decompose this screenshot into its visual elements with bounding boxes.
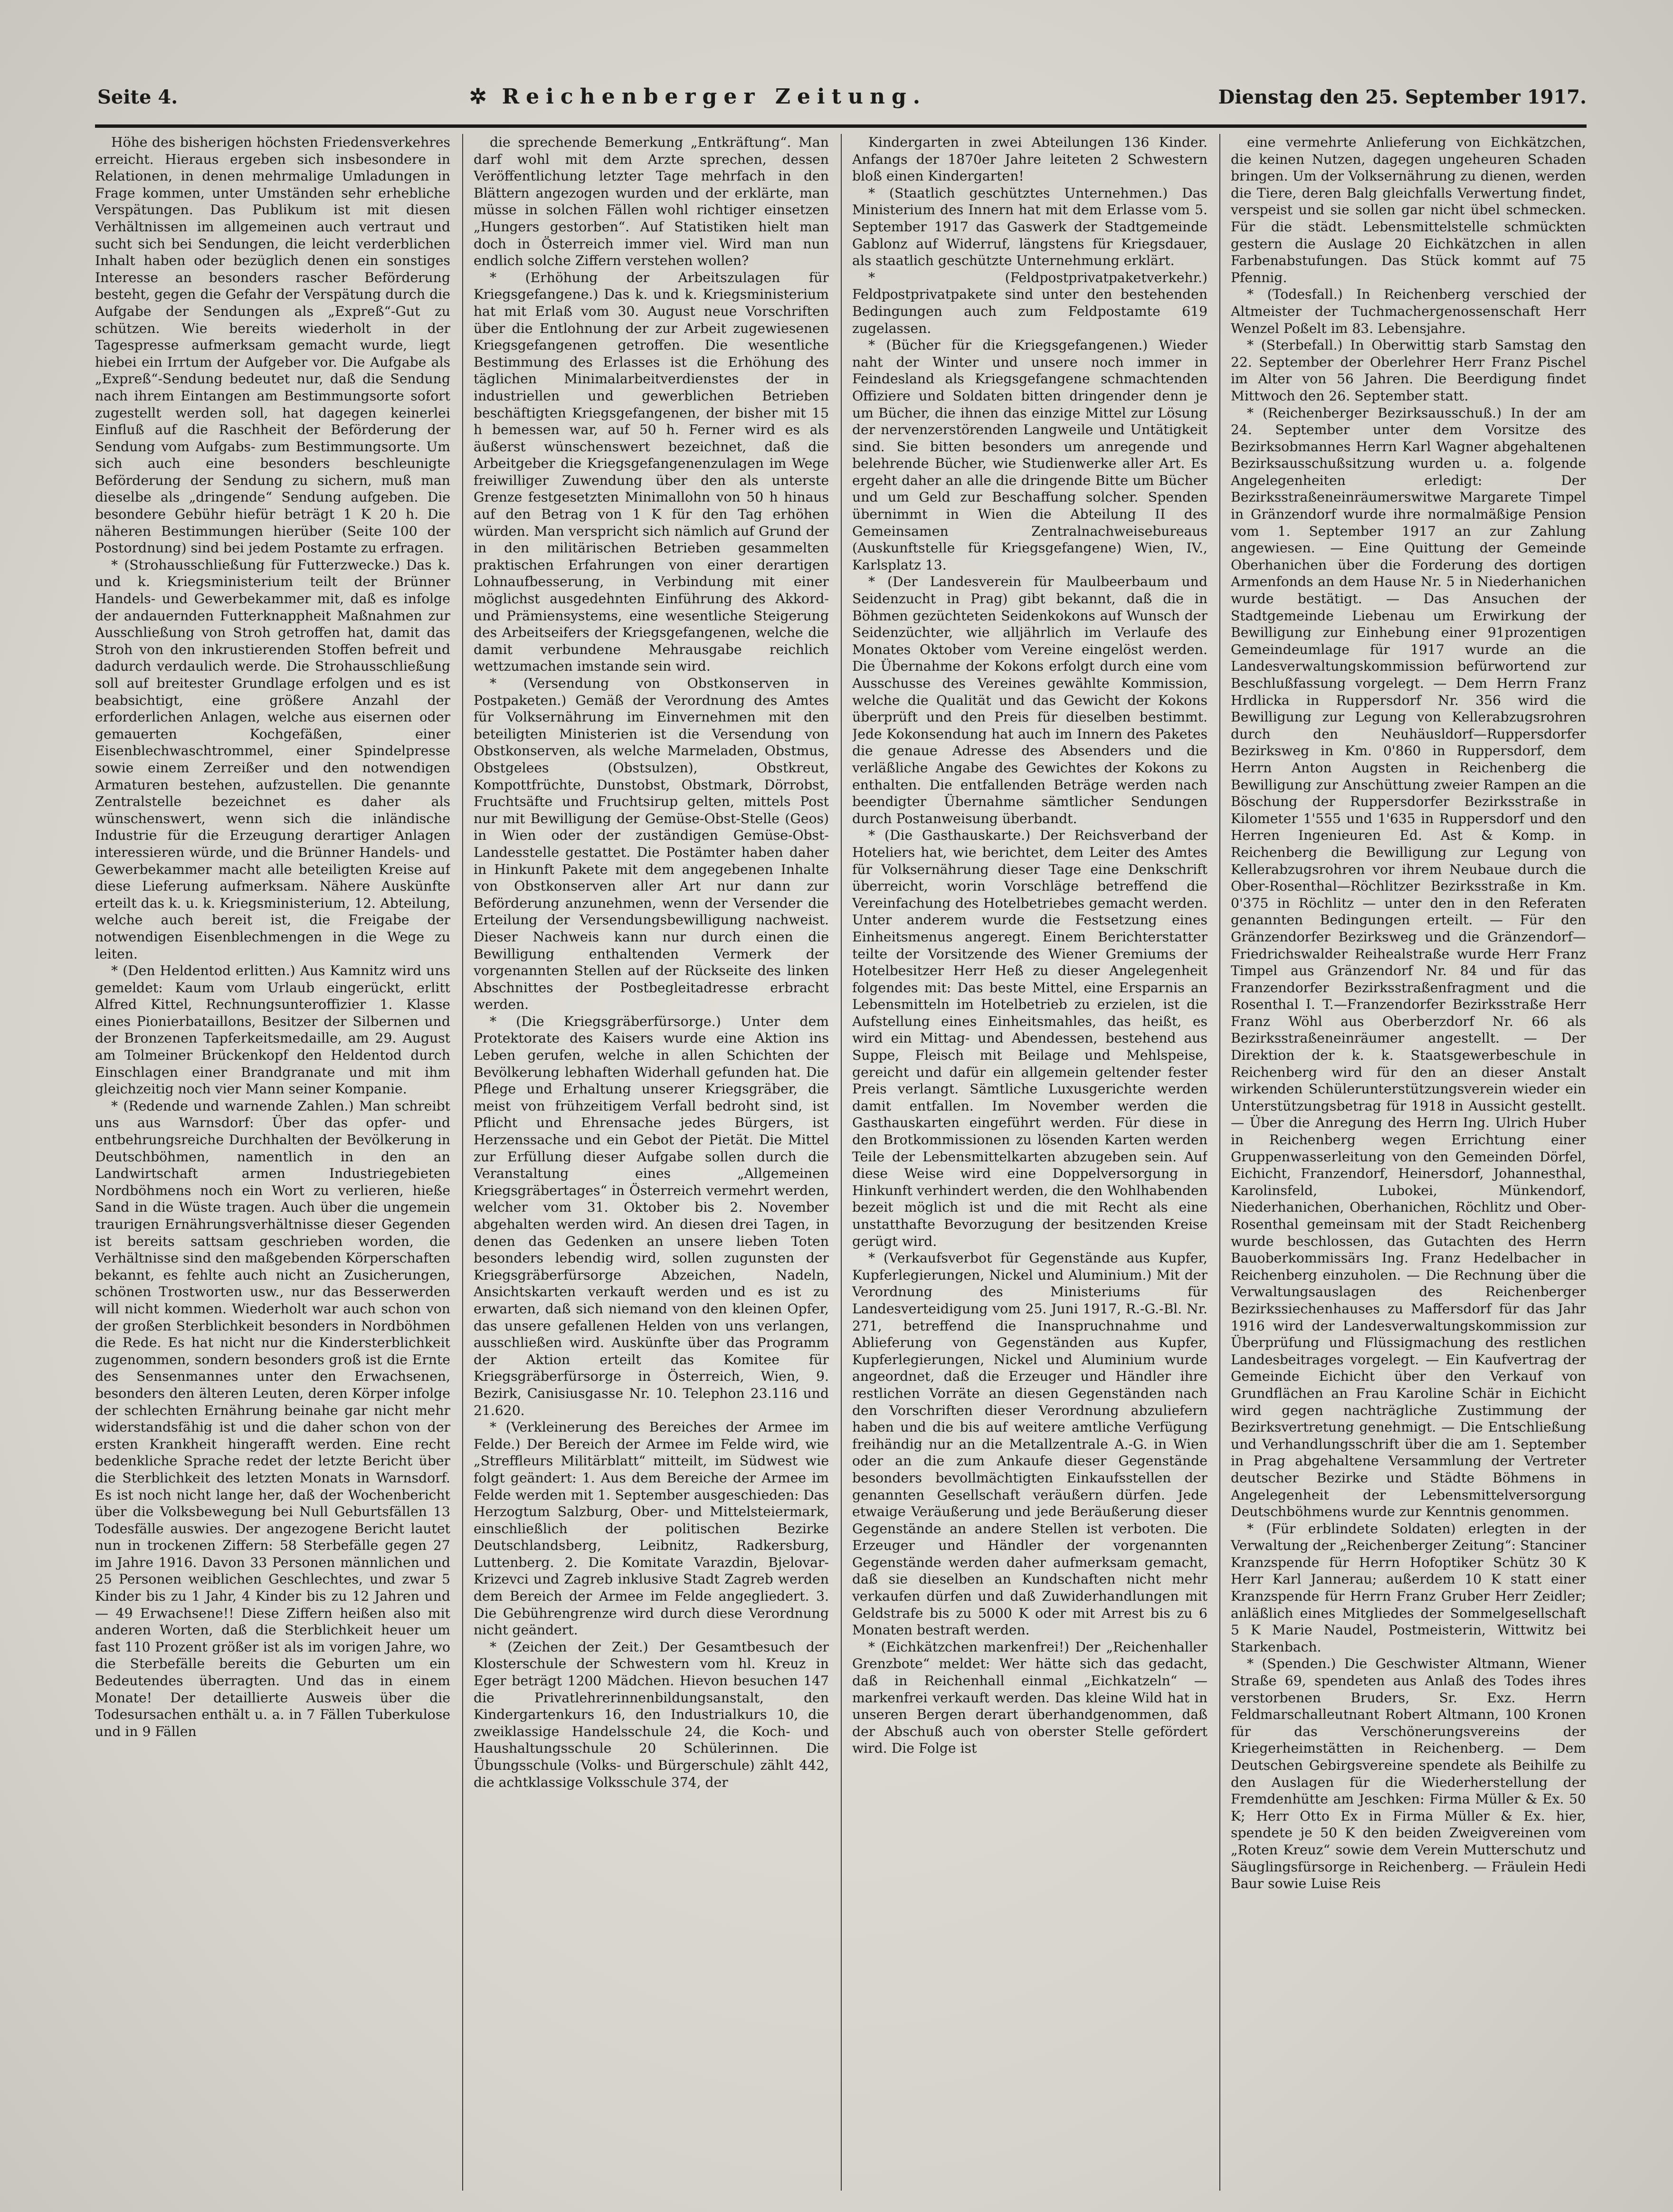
issue-date: Dienstag den 25. September 1917.	[1218, 86, 1587, 108]
article-paragraph: * (Staatlich geschütztes Unternehmen.) Das Ministerium des Innern hat mit dem Erlasse vom 5. September 1917 das Gaswerk der Stadtgemeinde Gablonz auf Widerruf, längstens für Kriegsdauer, als staatlich geschützte Unternehmung erklärt.	[852, 185, 1207, 269]
article-paragraph: * (Verkleinerung des Bereiches der Armee im Felde.) Der Bereich der Armee im Felde wird, wie „Streffleurs Militärblatt“ mitteilt, im Südwest wie folgt geändert: 1. Aus dem Bereiche der Armee im Felde werden mit 1. September ausgeschieden: Das Herzogtum Salzburg, Ober- und Mittelsteiermark, einschließlich der politischen Bezirke Deutschlandsberg, Leibnitz, Radkersburg, Luttenberg. 2. Die Komitate Varazdin, Bjelovar-Krizevci und Zagreb inklusive Stadt Zagreb werden dem Bereich der Armee im Felde angegliedert. 3. Die Gebührengrenze wird durch diese Verordnung nicht geändert.	[474, 1419, 829, 1638]
article-paragraph: * (Der Landesverein für Maulbeerbaum und Seidenzucht in Prag) gibt bekannt, daß die in Böhmen gezüchteten Seidenkokons auf Wunsch der Seidenzüchter, wie alljährlich im Verlaufe des Monates Oktober vom Vereine eingelöst werden. Die Übernahme der Kokons erfolgt durch eine vom Ausschusse des Vereines gewählte Kommission, welche die Qualität und das Gewicht der Kokons überprüft und den Preis für dieselben bestimmt. Jede Kokonsendung hat auch im Innern des Paketes die genaue Adresse des Absenders und die verläßliche Angabe des Gewichtes der Kokons zu enthalten. Die entfallenden Beträge werden nach beendigter Übernahme sämtlicher Sendungen durch Postanweisung überbandt.	[852, 574, 1207, 826]
article-paragraph: * (Reichenberger Bezirksausschuß.) In der am 24. September unter dem Vorsitze des Bezirksobmannes Herrn Karl Wagner abgehaltenen Bezirksausschußsitzung wurden u. a. folgende Angelegenheiten erledigt: Der Bezirksstraßeneinräumerswitwe Margarete Timpel in Gränzendorf wurde ihre normalmäßige Pension vom 1. September 1917 an zur Zahlung angewiesen. — Eine Quittung der Gemeinde Oberhanichen über die Forderung des dortigen Armenfonds an dem Hause Nr. 5 in Niederhanichen wurde bestätigt. — Das Ansuchen der Stadtgemeinde Liebenau um Erwirkung der Bewilligung zur Einhebung einer 91prozentigen Gemeindeumlage für 1917 wurde an die Landesverwaltungskommission befürwortend zur Beschlußfassung vorgelegt. — Dem Herrn Franz Hrdlicka in Ruppersdorf Nr. 356 wird die Bewilligung zur Legung von Kellerabzugsrohren durch den Neuhäusldorf—Ruppersdorfer Bezirksweg in Km. 0'860 in Ruppersdorf, dem Herrn Anton Augsten in Reichenberg die Bewilligung zur Anschüttung zweier Rampen an die Böschung der Ruppersdorfer Bezirksstraße in Kilometer 1'555 und 1'635 in Ruppersdorf und den Herren Ingenieuren Ed. Ast & Komp. in Reichenberg die Bewilligung zur Legung von Kellerabzugsrohren vor ihrem Neubaue durch die Ober-Rosenthal—Röchlitzer Bezirksstraße in Km. 0'375 in Röchlitz — unter den in den Referaten genannten Bedingungen erteilt. — Für den Gränzendorfer Bezirksweg und die Gränzendorf—Friedrichswalder Reihealstraße wurde Herr Franz Timpel aus Gränzendorf Nr. 84 und für das Franzendorfer Bezirksstraßenfragment und die Rosenthal I. T.—Franzendorfer Bezirksstraße Herr Franz Wöhl aus Oberberzdorf Nr. 66 als Bezirksstraßeneinräumer angestellt. — Der Direktion der k. k. Staatsgewerbeschule in Reichenberg wird für den an dieser Anstalt wirkenden Schülerunterstützungsverein wieder ein Unterstützungsbetrag für 1918 in Aussicht gestellt. — Über die Anregung des Herrn Ing. Ulrich Huber in Reichenberg wegen Errichtung einer Gruppenwasserleitung von den Gemeinden Dörfel, Eichicht, Franzendorf, Heinersdorf, Johannesthal, Karolinsfeld, Lubokei, Münkendorf, Niederhanichen, Oberhanichen, Röchlitz und Ober-Rosenthal gemeinsam mit der Stadt Reichenberg wurde beschlossen, das Gutachten des Herrn Bauoberkommissärs Ing. Franz Hedelbacher in Reichenberg einzuholen. — Die Rechnung über die Verwaltungsauslagen des Reichenberger Bezirkssiechenhauses zu Maffersdorf für das Jahr 1916 wird der Landesverwaltungskommission zur Überprüfung und Flüssigmachung des restlichen Landesbeitrages vorgelegt. — Ein Kaufvertrag der Gemeinde Eichicht über den Verkauf von Grundflächen an Frau Karoline Schär in Eichicht wird gegen nachträgliche Zustimmung der Bezirksvertretung genehmigt. — Die Entschließung und Verhandlungsschrift über die am 1. September in Prag abgehaltene Versammlung der Vertreter deutscher Bezirke und Städte Böhmens in Angelegenheit der Lebensmittelversorgung Deutschböhmens wurde zur Kenntnis genommen.	[1231, 405, 1586, 1520]
article-paragraph: * (Zeichen der Zeit.) Der Gesamtbesuch der Klosterschule der Schwestern vom hl. Kreuz in Eger beträgt 1200 Mädchen. Hievon besuchen 147 die Privatlehrerinnenbildungsanstalt, den Kindergartenkurs 16, den Industrialkurs 10, die zweiklassige Handelsschule 24, die Koch- und Haushaltungsschule 20 Schülerinnen. Die Übungsschule (Volks- und Bürgerschule) zählt 442, die achtklassige Volksschule 374, der	[474, 1639, 829, 1790]
column-divider	[841, 134, 842, 2191]
article-paragraph: * (Spenden.) Die Geschwister Altmann, Wiener Straße 69, spendeten aus Anlaß des Todes ihres verstorbenen Bruders, Sr. Exz. Herrn Feldmarschalleutnant Robert Altmann, 100 Kronen für das Verschönerungsvereins der Kriegerheimstätten in Reichenberg. — Dem Deutschen Gebirgsvereine spendete als Beihilfe zu den Auslagen für die Wiederherstellung der Fremdenhütte am Jeschken: Firma Müller & Ex. 50 K; Herr Otto Ex in Firma Müller & Ex. hier, spendete je 50 K den beiden Zweigvereinen vom „Roten Kreuz“ sowie dem Verein Mutterschutz und Säuglingsfürsorge in Reichenberg. — Fräulein Hedi Baur sowie Luise Reis	[1231, 1656, 1586, 1892]
article-paragraph: * (Versendung von Obstkonserven in Postpaketen.) Gemäß der Verordnung des Amtes für Volksernährung im Einvernehmen mit den beteiligten Ministerien ist die Versendung von Obstkonserven, als welche Marmeladen, Obstmus, Obstgelees (Obstsulzen), Obstkreut, Kompottfrüchte, Dunstobst, Obstmark, Dörrobst, Fruchtsäfte und Fruchtsirup gelten, mittels Post nur mit Bewilligung der Gemüse-Obst-Stelle (Geos) in Wien oder der zuständigen Gemüse-Obst-Landesstelle gestattet. Die Postämter haben daher in Hinkunft Pakete mit dem angegebenen Inhalte von Obstkonserven aller Art nur dann zur Beförderung anzunehmen, wenn der Versender die Erteilung der Versendungsbewilligung nachweist. Dieser Nachweis kann nur durch einen die Bewilligung enthaltenden Vermerk der vorgenannten Stellen auf der Rückseite des linken Abschnittes der Postbegleitadresse erbracht werden.	[474, 675, 829, 1013]
article-paragraph: Höhe des bisherigen höchsten Friedensverkehres erreicht. Hieraus ergeben sich insbesondere in Relationen, in denen mehrmalige Umladungen in Frage kommen, unter Umständen sehr erhebliche Verspätungen. Das Publikum ist mit diesen Verhältnissen im allgemeinen auch vertraut und sucht sich bei Sendungen, die leicht verderblichen Inhalt haben oder bezüglich denen ein sonstiges Interesse an besonders rascher Beförderung besteht, gegen die Gefahr der Verspätung durch die Aufgabe der Sendungen als „Expreß“-Gut zu schützen. Wie bereits wiederholt in der Tagespresse aufmerksam gemacht wurde, liegt hiebei ein Irrtum der Aufgeber vor. Die Aufgabe als „Expreß“-Sendung bedeutet nur, daß die Sendung nach ihrem Eintangen am Bestimmungsorte sofort zugestellt werden soll, hat dagegen keinerlei Einfluß auf die Raschheit der Beförderung der Sendung vom Aufgabs- zum Bestimmungsorte. Um sich auch eine besonders beschleunigte Beförderung der Sendung zu sichern, muß man dieselbe als „dringende“ Sendung aufgeben. Die besondere Gebühr hiefür beträgt 1 K 20 h. Die näheren Bestimmungen hierüber (Seite 100 der Postordnung) sind bei jedem Postamte zu erfragen.	[95, 134, 450, 556]
article-paragraph: * (Eichkätzchen markenfrei!) Der „Reichenhaller Grenzbote“ meldet: Wer hätte sich das gedacht, daß in Reichenhall einmal „Eichkatzeln“ — markenfrei verkauft werden. Das kleine Wild hat in unseren Bergen derart überhandgenommen, daß der Abschuß auch von oberster Stelle gefördert wird. Die Folge ist	[852, 1639, 1207, 1756]
article-paragraph: eine vermehrte Anlieferung von Eichkätzchen, die keinen Nutzen, dagegen ungeheuren Schaden bringen. Um der Volksernährung zu dienen, werden die Tiere, deren Balg gleichfalls Verwertung findet, verspeist und sie sollen gar nicht übel schmecken. Für die städt. Lebensmittelstelle schmückten gestern die Auslage 20 Eichkätzchen in allen Farbenabstufungen. Das Stück kommt auf 75 Pfennig.	[1231, 134, 1586, 285]
article-paragraph: Kindergarten in zwei Abteilungen 136 Kinder. Anfangs der 1870er Jahre leiteten 2 Schwestern bloß einen Kindergarten!	[852, 134, 1207, 184]
masthead-title	[469, 85, 927, 109]
masthead-title-text: Reichenberger Zeitung.	[502, 85, 927, 109]
column-divider	[1219, 134, 1220, 2191]
column-divider	[462, 134, 463, 2191]
article-paragraph: * (Feldpostprivatpaketverkehr.) Feldpostprivatpakete sind unter den bestehenden Bedingungen auch zum Feldpostamte 619 zugelassen.	[852, 269, 1207, 336]
article-columns	[95, 134, 1587, 2191]
article-paragraph: * (Für erblindete Soldaten) erlegten in der Verwaltung der „Reichenberger Zeitung“: Stanciner Kranzspende für Herrn Hofoptiker Schütz 30 K Herr Karl Jannerau; außerdem 10 K statt einer Kranzspende für Herrn Franz Gruber Herr Zeidler; anläßlich eines Mitgliedes der Sommelgesellschaft 5 K Marie Naudel, Postmeisterin, Wittwitz bei Starkenbach.	[1231, 1520, 1586, 1655]
column-4	[1231, 134, 1586, 2191]
article-paragraph: * (Strohausschließung für Futterzwecke.) Das k. und k. Kriegsministerium teilt der Brünner Handels- und Gewerbekammer mit, daß es infolge der andauernden Futterknappheit Maßnahmen zur Ausschließung von Stroh getroffen hat, damit das Stroh von den inkrustierenden Stoffen befreit und dadurch verdaulich werde. Die Strohausschließung soll auf breitester Grundlage erfolgen und es ist beabsichtigt, eine größere Anzahl der erforderlichen Anlagen, welche aus eisernen oder gemauerten Kochgefäßen, einer Eisenblechwaschtrommel, einer Spindelpresse sowie einem Zerreißer und den notwendigen Armaturen bestehen, aufzustellen. Die genannte Zentralstelle bezeichnet es daher als wünschenswert, wenn sich die inländische Industrie für die Erzeugung derartiger Anlagen interessieren würde, und die Brünner Handels- und Gewerbekammer macht alle beteiligten Kreise auf diese Lieferung aufmerksam. Nähere Auskünfte erteilt das k. u. k. Kriegsministerium, 12. Abteilung, welche auch bereit ist, die Freigabe der notwendigen Eisenblechmengen in die Wege zu leiten.	[95, 557, 450, 962]
article-paragraph: * (Todesfall.) In Reichenberg verschied der Altmeister der Tuchmachergenossenschaft Herr Wenzel Poßelt im 83. Lebensjahre.	[1231, 286, 1586, 336]
page-header	[97, 85, 1587, 118]
article-paragraph: die sprechende Bemerkung „Entkräftung“. Man darf wohl mit dem Arzte sprechen, dessen Veröffentlichung letzter Tage mehrfach in den Blättern angezogen wurden und der erklärte, man müsse in solchen Fällen wohl richtiger einsetzen „Hungers gestorben“. Auf Statistiken hielt man doch in Österreich immer viel. Wird man nun endlich solche Ziffern verstehen wollen?	[474, 134, 829, 269]
column-1	[95, 134, 450, 2191]
article-paragraph: * (Die Gasthauskarte.) Der Reichsverband der Hoteliers hat, wie berichtet, dem Leiter des Amtes für Volksernährung dieser Tage eine Denkschrift überreicht, worin Vorschläge betreffend die Vereinfachung des Hotelbetriebes gemacht werden. Unter anderem wurde die Festsetzung eines Einheitsmenus angeregt. Einem Berichterstatter teilte der Vorsitzende des Wiener Gremiums der Hotelbesitzer Herr Heß zu dieser Angelegenheit folgendes mit: Das beste Mittel, eine Ersparnis an Lebensmitteln im Hotelbetrieb zu erzielen, ist die Aufstellung eines Einheitsmahles, das heißt, es wird ein Mittag- und Abendessen, bestehend aus Suppe, Fleisch mit Beilage und Mehlspeise, gereicht und dafür ein allgemein geltender fester Preis verlangt. Sämtliche Luxusgerichte werden damit entfallen. Im November werden die Gasthauskarten eingeführt werden. Für diese in den Brotkommissionen zu lösenden Karten werden Teile der Lebensmittelkarten abzugeben sein. Auf diese Weise wird eine Doppelversorgung in Hinkunft verhindert werden, die den Wohlhabenden bezeit möglich ist und die mit Recht als eine unstatthafte Bevorzugung der besitzenden Kreise gerügt wird.	[852, 827, 1207, 1249]
article-paragraph: * (Bücher für die Kriegsgefangenen.) Wieder naht der Winter und unsere noch immer in Feindesland als Kriegsgefangene schmachtenden Offiziere und Soldaten bitten dringender denn je um Bücher, die ihnen das einzige Mittel zur Lösung der nervenzerstörenden Langweile und Untätigkeit sind. Sie bitten besonders um anregende und belehrende Bücher, wie Studienwerke aller Art. Es ergeht daher an alle die dringende Bitte um Bücher und um Geld zur Beschaffung solcher. Spenden übernimmt in Wien die Abteilung II des Gemeinsamen Zentralnachweisebureaus (Auskunftstelle für Kriegsgefangene) Wien, IV., Karlsplatz 13.	[852, 337, 1207, 573]
article-paragraph: * (Erhöhung der Arbeitszulagen für Kriegsgefangene.) Das k. und k. Kriegsministerium hat mit Erlaß vom 30. August neue Vorschriften über die Entlohnung der zur Arbeit zugewiesenen Kriegsgefangenen getroffen. Die wesentliche Bestimmung des Erlasses ist die Erhöhung des täglichen Minimalarbeitverdienstes der in industriellen und gewerblichen Betrieben beschäftigten Kriegsgefangenen, der bisher mit 15 h bemessen war, auf 50 h. Ferner wird es als äußerst wünschenswert bezeichnet, daß die Arbeitgeber die Kriegsgefangenenzulagen im Wege freiwilliger Zuwendung über den als unterste Grenze festgesetzten Minimallohn von 50 h hinaus auf den Betrag von 1 K für den Tag erhöhen würden. Man verspricht sich nämlich auf Grund der in den militärischen Betrieben gesammelten praktischen Erfahrungen von einer derartigen Lohnaufbesserung, in Verbindung mit einer möglichst ausgedehnten Einführung des Akkord- und Prämiensystems, eine wesentliche Steigerung des Arbeitseifers der Kriegsgefangenen, welche die damit verbundene Mehrausgabe reichlich wettzumachen imstande sein wird.	[474, 269, 829, 674]
article-paragraph: * (Verkaufsverbot für Gegenstände aus Kupfer, Kupferlegierungen, Nickel und Aluminium.) Mit der Verordnung des Ministeriums für Landesverteidigung vom 25. Juni 1917, R.-G.-Bl. Nr. 271, betreffend die Inanspruchnahme und Ablieferung von Gegenständen aus Kupfer, Kupferlegierungen, Nickel und Aluminium wurde angeordnet, daß die Erzeuger und Händler ihre restlichen Vorräte an diesen Gegenständen nach den Vorschriften dieser Verordnung abzuliefern haben und die bis auf weitere amtliche Verfügung freihändig nur an die Metallzentrale A.-G. in Wien oder an die zum Ankaufe dieser Gegenstände besonders bevollmächtigten Einkaufsstellen der genannten Gesellschaft veräußern dürfen. Jede etwaige Veräußerung und jede Beräußerung dieser Gegenstände an andere Stellen ist verboten. Die Erzeuger und Händler der vorgenannten Gegenstände werden daher aufmerksam gemacht, daß sie dieselben an Kundschaften nicht mehr verkaufen dürfen und daß Zuwiderhandlungen mit Geldstrafe bis zu 5000 K oder mit Arrest bis zu 6 Monaten bestraft werden.	[852, 1250, 1207, 1638]
column-2	[474, 134, 829, 2191]
article-paragraph: * (Sterbefall.) In Oberwittig starb Samstag den 22. September der Oberlehrer Herr Franz Pischel im Alter von 56 Jahren. Die Beerdigung findet Mittwoch den 26. September statt.	[1231, 337, 1586, 404]
header-rule	[95, 124, 1587, 128]
ornament-icon: ✲	[469, 85, 494, 109]
article-paragraph: * (Den Heldentod erlitten.) Aus Kamnitz wird uns gemeldet: Kaum vom Urlaub eingerückt, erlitt Alfred Kittel, Rechnungsunteroffizier 1. Klasse eines Pionierbataillons, Besitzer der Silbernen und der Bronzenen Tapferkeitsmedaille, am 29. August am Tolmeiner Brückenkopf den Heldentod durch Einschlagen einer Brandgranate und mit ihm gleichzeitig noch vier Mann seiner Kompanie.	[95, 963, 450, 1097]
article-paragraph: * (Redende und warnende Zahlen.) Man schreibt uns aus Warnsdorf: Über das opfer- und entbehrungsreiche Durchhalten der Bevölkerung in Deutschböhmen, namentlich in den an Landwirtschaft armen Industriegebieten Nordböhmens noch ein Wort zu verlieren, hieße Sand in die Wüste tragen. Auch über die ungemein traurigen Ernährungsverhältnisse dieser Gegenden ist bereits sattsam geschrieben worden, die Verhältnisse sind den maßgebenden Körperschaften bekannt, es fehlte auch nicht an Zusicherungen, schönen Trostworten usw., nur das Besserwerden will nicht kommen. Wiederholt war auch schon von der großen Sterblichkeit besonders in Nordböhmen die Rede. Es hat nicht nur die Kindersterblichkeit zugenommen, sondern besonders groß ist die Ernte des Sensenmannes unter den Erwachsenen, besonders den älteren Leuten, deren Körper infolge der schlechten Ernährung beinahe gar nicht mehr widerstandsfähig ist und die daher schon von der ersten Krankheit hingerafft werden. Eine recht bedenkliche Sprache redet der letzte Bericht über die Sterblichkeit des letzten Monats in Warnsdorf. Es ist noch nicht lange her, daß der Wochenbericht über die Volksbewegung bei Null Geburtsfällen 13 Todesfälle auswies. Der angezogene Bericht lautet nun in trockenen Ziffern: 58 Sterbefälle gegen 27 im Jahre 1916. Davon 33 Personen männlichen und 25 Personen weiblichen Geschlechtes, und zwar 5 Kinder bis zu 1 Jahr, 4 Kinder bis zu 12 Jahren und — 49 Erwachsene!! Diese Ziffern heißen also mit anderen Worten, daß die Sterblichkeit heuer um fast 110 Prozent größer ist als im vorigen Jahre, wo die Sterbefälle bereits die Geburten um ein Bedeutendes überragten. Und das in einem Monate! Der detaillierte Ausweis über die Todesursachen enthält u. a. in 7 Fällen Tuberkulose und in 9 Fällen	[95, 1098, 450, 1739]
article-paragraph: * (Die Kriegsgräberfürsorge.) Unter dem Protektorate des Kaisers wurde eine Aktion ins Leben gerufen, welche in allen Schichten der Bevölkerung lebhaften Widerhall gefunden hat. Die Pflege und Erhaltung unserer Kriegsgräber, die meist von frühzeitigem Verfall bedroht sind, ist Pflicht und Ehrensache jedes Bürgers, ist Herzenssache und ein Gebot der Pietät. Die Mittel zur Erfüllung dieser Aufgabe sollen durch die Veranstaltung eines „Allgemeinen Kriegsgräbertages“ in Österreich vermehrt werden, welcher vom 31. Oktober bis 2. November abgehalten werden wird. An diesen drei Tagen, in denen das Gedenken an unsere lieben Toten besonders lebendig wird, sollen zugunsten der Kriegsgräberfürsorge Abzeichen, Nadeln, Ansichtskarten verkauft werden und es ist zu erwarten, daß sich niemand von den kleinen Opfer, das unsere gefallenen Helden von uns verlangen, ausschließen wird. Auskünfte über das Programm der Aktion erteilt das Komitee für Kriegsgräberfürsorge in Österreich, Wien, 9. Bezirk, Canisiusgasse Nr. 10. Telephon 23.116 und 21.620.	[474, 1013, 829, 1418]
column-3	[852, 134, 1207, 2191]
page-number: Seite 4.	[97, 86, 178, 108]
